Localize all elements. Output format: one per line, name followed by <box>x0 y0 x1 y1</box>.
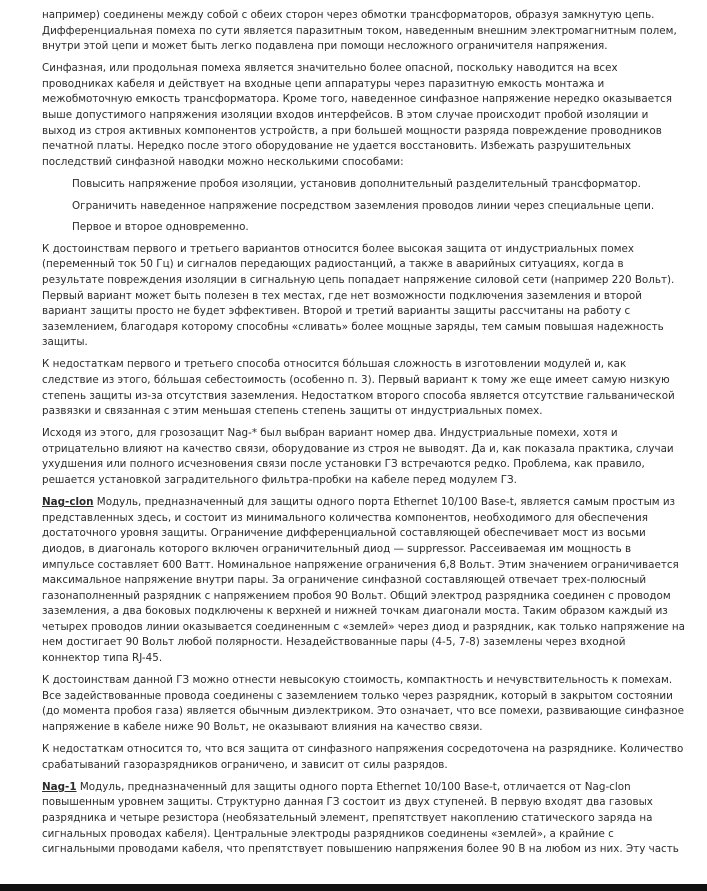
product-name-nag-1: Nag-1 <box>42 780 77 793</box>
paragraph-differential-noise: например) соединены между собой с обеих сторон через обмотки трансформаторов, образуя замкнутую цепь. Дифференциальная помеха по сути является паразитным током, наведенным внешним электромагнитным полем, внутри этой цепи и может быть легко подавлена при помощи несложного ограничителя напряжения. <box>42 9 677 53</box>
paragraph-advantages: К достоинствам первого и третьего вариантов относится более высокая защита от индустриальных помех (переменный ток 50 Гц) и сигналов передающих радиостанций, а также в аварийных ситуациях, когда в результате повреждения изоляции в сигнальную цепь попадает напряжение силовой сети (например 220 Вольт). Первый вариант может быть полезен в тех местах, где нет возможности подключения заземления и второй вариант защиты просто не будет эффективен. Второй и третий варианты защиты рассчитаны на работу с заземлением, благодаря которому способны «сливать» более мощные заряды, тем самым повышая надежность защиты. <box>42 242 675 349</box>
paragraph-common-mode-noise: Синфазная, или продольная помеха является значительно более опасной, поскольку наводится на всех проводниках кабеля и действует на входные цепи аппаратуры через паразитную емкость монтажа и межобмоточную емкость трансформатора. Кроме того, наведенное синфазное напряжение нередко оказывается выше допустимого напряжения изоляции входов интерфейсов. В этом случае происходит пробой изоляции и выход из строя активных компонентов устройств, а при большей мощности разряда повреждение проводников печатной платы. Нередко после этого оборудование не удается восстановить. Избежать разрушительных последствий синфазной наводки можно несколькими способами: <box>42 62 673 168</box>
list-item: Ограничить наведенное напряжение посредством заземления проводов линии через специальные цепи. <box>72 199 655 212</box>
list-item: Повысить напряжение пробоя изоляции, установив дополнительный разделительный трансформатор. <box>72 177 641 190</box>
page-bottom-border <box>0 884 707 891</box>
paragraph-nag-1 <box>42 780 685 858</box>
paragraph-nag-clon-disadvantages: К недостаткам относится то, что вся защита от синфазного напряжения сосредоточена на разряднике. Количество срабатываний газоразрядников ограничено, и зависит от силы разрядов. <box>42 743 684 771</box>
list-item: Первое и второе одновременно. <box>72 221 249 234</box>
paragraph-disadvantages: К недостаткам первого и третьего способа относится бо́льшая сложность в изготовлении модулей и, как следствие из этого, бо́льшая себестоимость (особенно п. 3). Первый вариант к тому же еще имеет самую низкую степень защиты из-за отсутствия заземления. Недостатком второго способа является отсутствие гальванической развязки и связанная с этим меньшая степень степень защиты от индустриальных помех. <box>42 358 675 418</box>
product-name-nag-clon: Nag-clon <box>42 496 94 509</box>
paragraph-nag-clon <box>42 495 685 667</box>
paragraph-choice: Исходя из этого, для грозозащит Nag-* был выбран вариант номер два. Индустриальные помехи, хотя и отрицательно влияют на качество связи, оборудование из строя не выводят. Да и, как показала практика, случаи ухудшения или полного исчезновения связи после установки ГЗ встречаются редко. Проблема, как правило, решается установкой заградительного фильтра-пробки на кабеле перед модулем ГЗ. <box>42 427 674 487</box>
nag-clon-description: Модуль, предназначенный для защиты одного порта Ethernet 10/100 Base-t, является самым простым из представленных здесь, и состоит из минимального количества компонентов, необходимого для обеспечения достаточного уровня защиты. Ограничение дифференциальной составляющей обеспечивает мост из восьми диодов, в диагональ которого включен ограничительный диод — suppressor. Рассеиваемая им мощность в импульсе составляет 600 Ватт. Номинальное напряжение ограничения 6,8 Вольт. Этим значением ограничивается максимальное напряжение внутри пары. За ограничение синфазной составляющей отвечает трех-полюсный газонаполненный разрядник с напряжением пробоя 90 Вольт. Общий электрод разрядника соединен с проводом заземления, а два боковых подключены к верхней и нижней точкам диагонали моста. Таким образом каждый из четырех проводов линии оказывается соединенным с «землей» через диод и разрядник, как только напряжение на нем достигает 90 Вольт любой полярности. Незадействованные пары (4-5, 7-8) заземлены через входной коннектор типа RJ-45. <box>42 496 685 665</box>
protection-methods-list <box>42 177 685 236</box>
paragraph-nag-clon-advantages: К достоинствам данной ГЗ можно отнести невысокую стоимость, компактность и нечувствительность к помехам. Все задействованные провода соединены с заземлением только через разрядник, который в закрытом состоянии (до момента пробоя газа) является обычным диэлектриком. Это означает, что все помехи, развивающие синфазное напряжение в кабеле ниже 90 Вольт, не оказывают влияния на качество связи. <box>42 674 684 733</box>
nag-1-description: Модуль, предназначенный для защиты одного порта Ethernet 10/100 Base-t, отличается от Nag-clon повышенным уровнем защиты. Структурно данная ГЗ состоит из двух ступеней. В первую входят два газовых разрядника и четыре резистора (необязательный элемент, препятствует накоплению статического заряда на сигнальных проводах кабеля). Центральные электроды разрядников соединены «землей», а крайние с сигнальными проводами кабеля, что препятствует повышению напряжения более 90 В на любом из них. Эту часть <box>42 780 679 856</box>
